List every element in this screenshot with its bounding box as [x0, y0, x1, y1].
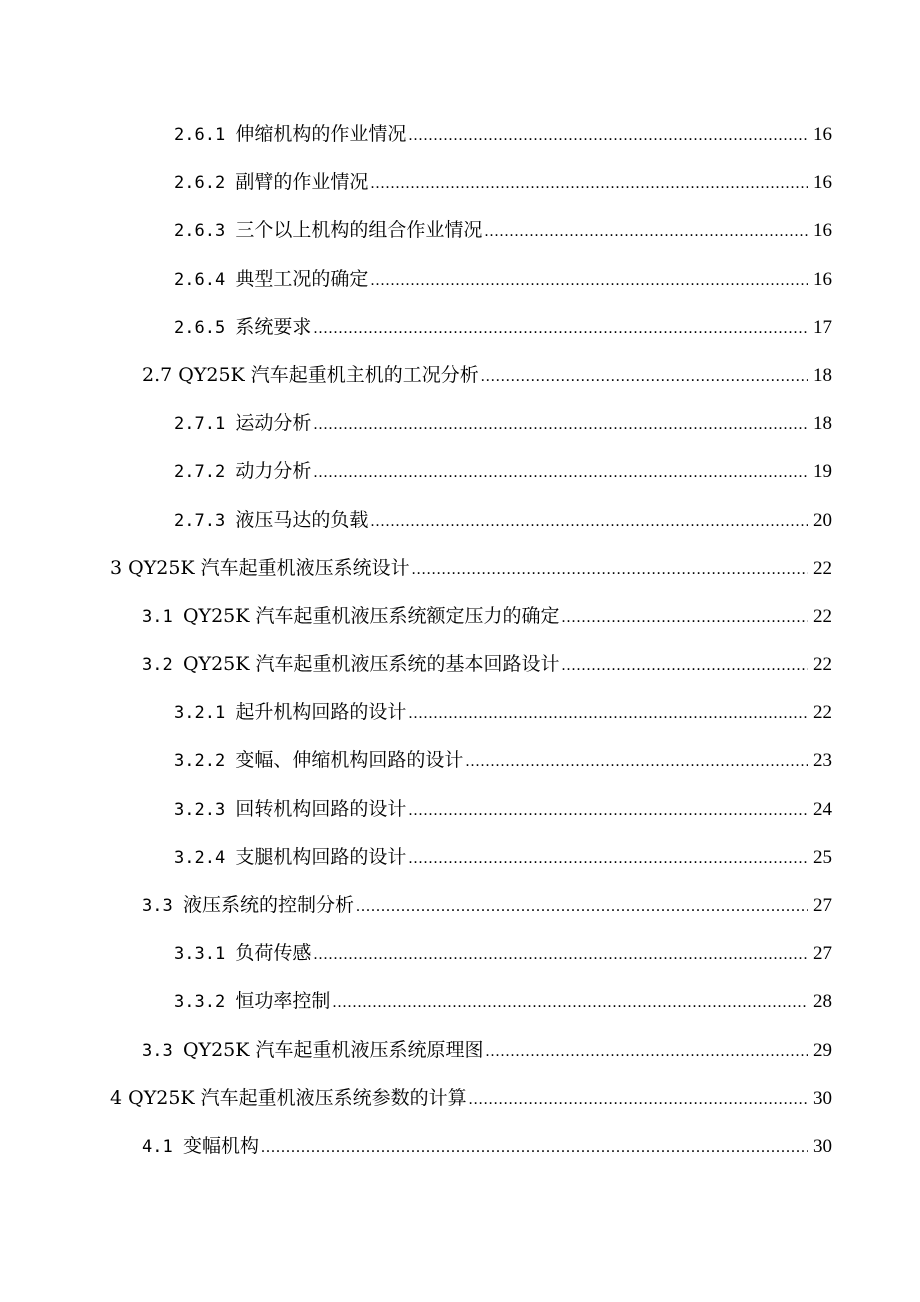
toc-entry-title: QY25K 汽车起重机液压系统设计	[128, 556, 410, 579]
toc-entry-number: 2.7.3	[174, 510, 236, 531]
toc-entry-title: 变幅机构	[182, 1134, 259, 1157]
toc-entry-dot-leader	[561, 642, 808, 690]
toc-entry[interactable]	[0, 544, 920, 592]
toc-entry-number: 3.3.2	[174, 992, 236, 1013]
toc-entry-dot-leader	[408, 690, 808, 738]
toc-entry[interactable]	[0, 1026, 920, 1074]
toc-entry[interactable]	[0, 110, 920, 158]
toc-entry-page-number: 18	[813, 413, 832, 435]
toc-entry-title: 典型工况的确定	[235, 267, 369, 290]
toc-entry-number: 2.6.1	[174, 125, 236, 145]
toc-entry-page-number: 16	[813, 172, 832, 194]
toc-entry-number: 3	[110, 556, 129, 579]
toc-entry-title: QY25K 汽车起重机液压系统原理图	[182, 1038, 484, 1061]
toc-entry-page-number: 29	[813, 1039, 832, 1061]
toc-entry-number: 3.3.1	[174, 944, 236, 965]
toc-entry-title: QY25K 汽车起重机主机的工况分析	[178, 363, 479, 386]
toc-entry-dot-leader	[481, 353, 808, 401]
toc-entry[interactable]	[0, 351, 920, 399]
toc-entry-title: QY25K 汽车起重机液压系统额定压力的确定	[182, 604, 560, 627]
toc-entry-page-number: 17	[813, 316, 832, 338]
toc-entry-page-number: 30	[813, 1135, 832, 1157]
toc-entry-page-number: 16	[813, 268, 832, 290]
toc-entry-number: 4.1	[142, 1136, 183, 1157]
toc-entry-dot-leader	[412, 546, 808, 594]
toc-entry-number: 3.3	[142, 896, 183, 916]
toc-entry[interactable]	[0, 592, 920, 640]
toc-entry-title: 恒功率控制	[235, 990, 331, 1013]
toc-entry-title: 变幅、伸缩机构回路的设计	[235, 749, 464, 772]
toc-entry-number: 2.6.2	[174, 173, 236, 194]
toc-entry-title: 三个以上机构的组合作业情况	[235, 219, 483, 242]
toc-entry-title: 液压马达的负载	[235, 508, 369, 531]
toc-entry-page-number: 22	[813, 605, 832, 627]
toc-entry-page-number: 22	[813, 702, 832, 724]
toc-entry-number: 4	[110, 1086, 129, 1109]
toc-entry[interactable]	[0, 736, 920, 784]
toc-entry[interactable]	[0, 1122, 920, 1170]
toc-entry-page-number: 23	[813, 750, 832, 772]
toc-entry-number: 3.2.1	[174, 703, 236, 724]
toc-entry-dot-leader	[484, 208, 808, 256]
toc-entry-dot-leader	[313, 401, 808, 449]
toc-entry-page-number: 27	[813, 895, 832, 916]
toc-entry-number: 2.7.1	[174, 414, 236, 435]
toc-entry-page-number: 19	[813, 461, 832, 483]
toc-entry-page-number: 16	[813, 220, 832, 242]
toc-entry-number: 3.2.2	[174, 751, 236, 772]
toc-entry-dot-leader	[313, 449, 808, 497]
toc-entry-page-number: 18	[813, 364, 832, 386]
toc-entry-page-number: 27	[813, 943, 832, 965]
toc-entry[interactable]	[0, 640, 920, 688]
toc-entry-dot-leader	[465, 738, 808, 786]
toc-entry-dot-leader	[561, 594, 808, 642]
toc-entry-dot-leader	[408, 112, 808, 160]
toc-entry-page-number: 25	[813, 846, 832, 868]
toc-entry-title: 负荷传感	[235, 942, 312, 965]
toc-entry-number: 3.3	[142, 1040, 183, 1061]
toc-entry-title: 起升机构回路的设计	[235, 701, 407, 724]
toc-entry-title: 运动分析	[235, 412, 312, 435]
toc-entry-dot-leader	[408, 835, 808, 883]
toc-entry[interactable]	[0, 399, 920, 447]
toc-entry-dot-leader	[356, 883, 808, 931]
toc-entry-title: 液压系统的控制分析	[182, 894, 354, 916]
table-of-contents	[0, 110, 920, 1170]
toc-entry[interactable]	[0, 158, 920, 206]
toc-entry-dot-leader	[313, 305, 808, 353]
toc-entry-number: 3.1	[142, 606, 183, 627]
toc-entry[interactable]	[0, 206, 920, 254]
toc-entry-number: 2.7.2	[174, 462, 236, 483]
toc-entry-number: 3.2.3	[174, 799, 236, 820]
toc-entry-title: 支腿机构回路的设计	[235, 845, 407, 868]
toc-entry-title: 动力分析	[235, 460, 312, 483]
toc-entry-page-number: 30	[813, 1087, 832, 1109]
toc-entry-dot-leader	[332, 979, 808, 1027]
toc-entry-dot-leader	[261, 1124, 808, 1172]
toc-entry-dot-leader	[370, 498, 808, 546]
toc-entry-title: QY25K 汽车起重机液压系统的基本回路设计	[182, 653, 560, 676]
toc-entry-dot-leader	[408, 787, 808, 835]
toc-entry[interactable]	[0, 303, 920, 351]
toc-entry[interactable]	[0, 447, 920, 495]
toc-entry-number: 2.7	[142, 363, 179, 386]
toc-entry-number: 2.6.3	[174, 221, 236, 242]
toc-entry-page-number: 28	[813, 991, 832, 1013]
toc-entry-dot-leader	[313, 931, 808, 979]
toc-entry[interactable]	[0, 929, 920, 977]
toc-entry[interactable]	[0, 496, 920, 544]
toc-entry-page-number: 22	[813, 654, 832, 676]
toc-entry[interactable]	[0, 881, 920, 929]
toc-entry-dot-leader	[370, 160, 808, 208]
toc-entry-title: 副臂的作业情况	[235, 171, 369, 194]
toc-entry-title: QY25K 汽车起重机液压系统参数的计算	[128, 1086, 467, 1109]
toc-entry[interactable]	[0, 255, 920, 303]
toc-entry-number: 2.6.5	[174, 317, 236, 338]
toc-entry[interactable]	[0, 688, 920, 736]
toc-entry-page-number: 22	[813, 557, 832, 579]
toc-entry-page-number: 24	[813, 798, 832, 820]
toc-entry[interactable]	[0, 1074, 920, 1122]
toc-entry-number: 3.2.4	[174, 847, 236, 868]
toc-entry-title: 回转机构回路的设计	[235, 797, 407, 820]
toc-entry-dot-leader	[370, 257, 808, 305]
toc-entry[interactable]	[0, 977, 920, 1025]
toc-entry-number: 3.2	[142, 655, 183, 676]
toc-entry-dot-leader	[469, 1076, 808, 1124]
toc-entry[interactable]	[0, 785, 920, 833]
toc-entry-number: 2.6.4	[174, 269, 236, 290]
toc-entry-dot-leader	[485, 1028, 808, 1076]
toc-entry-title: 伸缩机构的作业情况	[235, 123, 407, 145]
toc-entry-page-number: 20	[813, 509, 832, 531]
toc-entry-title: 系统要求	[235, 315, 312, 338]
toc-entry[interactable]	[0, 833, 920, 881]
toc-entry-page-number: 16	[813, 124, 832, 145]
